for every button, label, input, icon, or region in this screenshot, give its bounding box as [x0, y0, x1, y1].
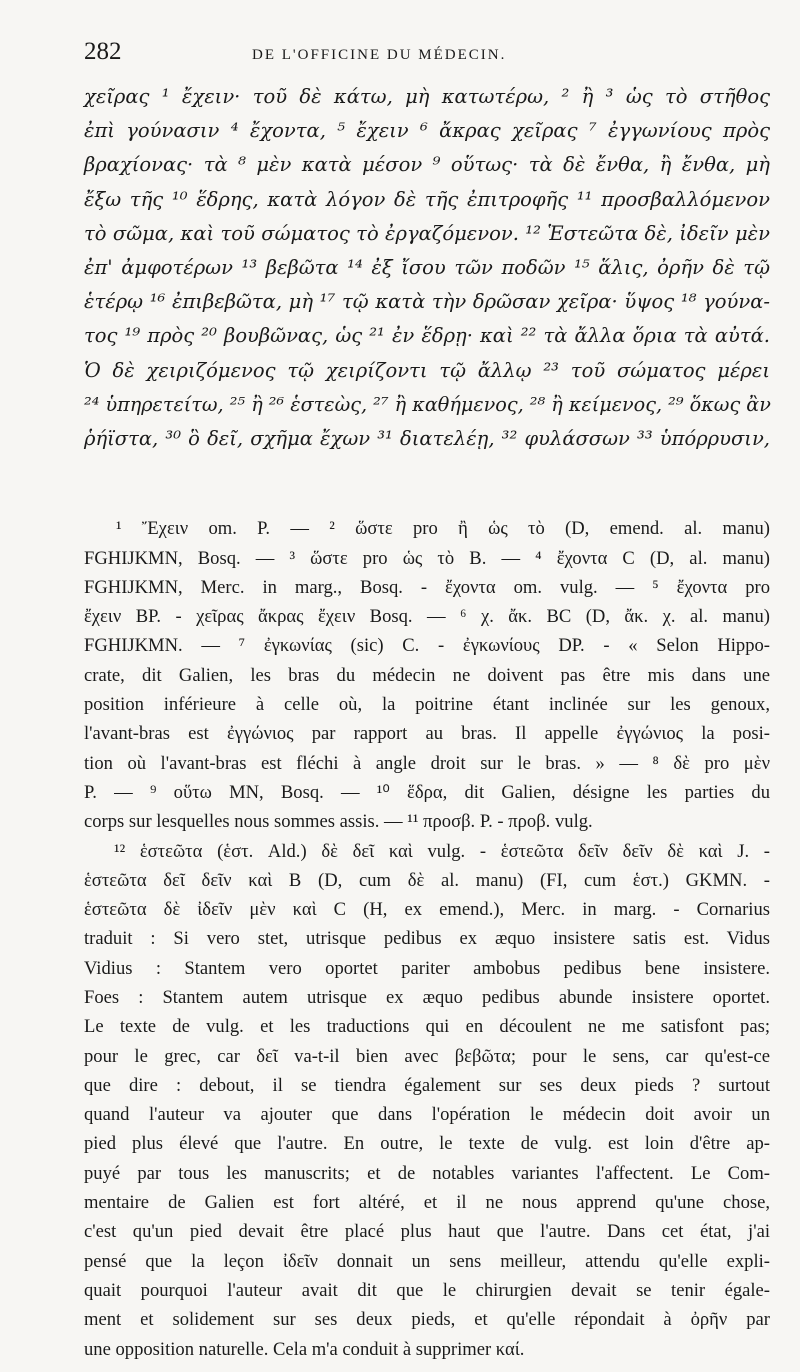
text-line: ἐπ' ἀμφοτέρων ¹³ βεβῶτα ¹⁴ ἐξ ἴσου τῶν ποδῶν ¹⁵ ἅλις, ὀρῆν δὲ τῷ [84, 256, 770, 280]
footnote-line: corps sur lesquelles nous sommes assis. — ¹¹ προσβ. P. - προβ. vulg. [84, 811, 593, 833]
text-line: ἑτέρῳ ¹⁶ ἐπιβεβῶτα, μὴ ¹⁷ τῷ κατὰ τὴν δρῶσαν χεῖρα· ὕψος ¹⁸ γούνα- [84, 290, 770, 314]
footnote-line: ¹ Ἔχειν om. P. — ² ὥστε pro ἢ ὡς τὸ (D, emend. al. manu) [116, 518, 770, 540]
text-line: τος ¹⁹ πρὸς ²⁰ βουβῶνας, ὡς ²¹ ἐν ἕδρῃ· καὶ ²² τὰ ἄλλα ὅρια τὰ αὐτά. [84, 324, 770, 348]
text-line: ἔξω τῆς ¹⁰ ἕδρης, κατὰ λόγον δὲ τῆς ἐπιτροφῆς ¹¹ προσβαλλόμενον [84, 187, 770, 211]
text-line: ἐπὶ γούνασιν ⁴ ἔχοντα, ⁵ ἔχειν ⁶ ἄκρας χεῖρας ⁷ ἐγγωνίους πρὸς [84, 119, 770, 143]
footnote-line: quait pourquoi l'auteur avait dit que le chirurgien devait se tenir égale- [84, 1279, 770, 1301]
footnote-line: Vidius : Stantem vero oportet pariter ambobus pedibus bene insistere. [84, 957, 770, 979]
greek-main-text [84, 80, 770, 456]
footnote-line: P. — ⁹ οὕτω MN, Bosq. — ¹⁰ ἕδρα, dit Galien, désigne les parties du [84, 781, 770, 803]
footnote-line: ment et solidement sur ses deux pieds, et qu'elle répondait à ὀρῆν par [84, 1309, 770, 1331]
footnote-line: puyé par tous les manuscrits; et de notables variantes l'affectent. Le Com- [84, 1162, 770, 1184]
footnote-line: l'avant-bras est ἐγγώνιος par rapport au bras. Il appelle ἐγγώνιος la posi- [84, 723, 770, 745]
page-header [84, 38, 770, 72]
footnote-line: mentaire de Galien est fort altéré, et il ne nous apprend qu'une chose, [84, 1192, 770, 1214]
footnote-line: pour le grec, car δεῖ va-t-il bien avec βεβῶτα; pour le sens, car qu'est-ce [84, 1045, 770, 1067]
text-line: βραχίονας· τὰ ⁸ μὲν κατὰ μέσον ⁹ οὕτως· τὰ δὲ ἔνθα, ἢ ἔνθα, μὴ [84, 153, 770, 177]
footnote-line: ¹² ἑστεῶτα (ἑστ. Ald.) δὲ δεῖ καὶ vulg. - ἑστεῶτα δεῖν δεῖν δὲ καὶ J. - [114, 840, 770, 862]
page-number: 282 [84, 38, 122, 65]
text-line: ²⁴ ὑπηρετείτω, ²⁵ ἢ ²⁶ ἑστεὼς, ²⁷ ἢ καθήμενος, ²⁸ ἢ κείμενος, ²⁹ ὅκως ἂν [84, 392, 771, 416]
text-line: τὸ σῶμα, καὶ τοῦ σώματος τὸ ἐργαζόμενον. ¹² Ἑστεῶτα δὲ, ἰδεῖν μὲν [84, 221, 770, 245]
running-title: DE L'OFFICINE DU MÉDECIN. [252, 47, 507, 63]
text-line: ῥήϊστα, ³⁰ ὃ δεῖ, σχῆμα ἔχων ³¹ διατελέῃ, ³² φυλάσσων ³³ ὑπόρρυσιν, [84, 427, 770, 451]
footnote-line: tion où l'avant-bras est fléchi à angle droit sur le bras. » — ⁸ δὲ pro μὲν [84, 752, 770, 774]
footnote-line: ἔχειν BP. - χεῖρας ἄκρας ἔχειν Bosq. — ⁶ χ. ἄκ. BC (D, ἄκ. χ. al. manu) [84, 606, 770, 628]
text-line: Ὁ δὲ χειριζόμενος τῷ χειρίζοντι τῷ ἄλλῳ ²³ τοῦ σώματος μέρει [84, 358, 770, 382]
footnote-line: FGHIJKMN, Bosq. — ³ ὥστε pro ὡς τὸ B. — ⁴ ἔχοντα C (D, al. manu) [84, 547, 770, 569]
footnote-line: position inférieure à celle où, la poitrine étant inclinée sur les genoux, [84, 694, 770, 716]
footnotes [84, 514, 770, 1364]
footnote-line: Foes : Stantem autem utrisque ex æquo pedibus abunde insistere oportet. [84, 986, 770, 1008]
footnote-line: pensé que la leçon ἰδεῖν donnait un sens meilleur, attendu qu'elle expli- [84, 1250, 770, 1272]
footnote-line: crate, dit Galien, les bras du médecin ne doivent pas être mis dans une [84, 664, 770, 686]
footnote-line: pied plus élevé que l'autre. En outre, le texte de vulg. est loin d'être ap- [84, 1133, 770, 1155]
footnote-line: quand l'auteur va ajouter que dans l'opération le médecin doit avoir un [84, 1104, 770, 1126]
footnote-line: Le texte de vulg. et les traductions qui en découlent ne me satisfont pas; [84, 1016, 770, 1038]
footnote-line: ἑστεῶτα δεῖ δεῖν καὶ B (D, cum δὲ al. manu) (FI, cum ἑστ.) GKMN. - [84, 869, 770, 891]
text-line: χεῖρας ¹ ἔχειν· τοῦ δὲ κάτω, μὴ κατωτέρω, ² ἢ ³ ὡς τὸ στῆθος [84, 85, 770, 108]
footnote-line: FGHIJKMN. — ⁷ ἐγκωνίας (sic) C. - ἐγκωνίους DP. - « Selon Hippo- [84, 635, 770, 657]
footnote-line: ἑστεῶτα δὲ ἰδεῖν μὲν καὶ C (H, ex emend.), Merc. in marg. - Cornarius [84, 899, 770, 921]
footnote-line: FGHIJKMN, Merc. in marg., Bosq. - ἔχοντα om. vulg. — ⁵ ἔχοντα pro [84, 576, 770, 598]
footnote-line: une opposition naturelle. Cela m'a conduit à supprimer καί. [84, 1338, 525, 1360]
footnote-line: que dire : debout, il se tiendra également sur ses deux pieds ? surtout [84, 1074, 770, 1096]
footnote-line: c'est qu'un pied devait être placé plus haut que l'autre. Dans cet état, j'ai [84, 1221, 770, 1243]
footnote-line: traduit : Si vero stet, utrisque pedibus ex æquo insistere satis est. Vidus [84, 928, 770, 950]
